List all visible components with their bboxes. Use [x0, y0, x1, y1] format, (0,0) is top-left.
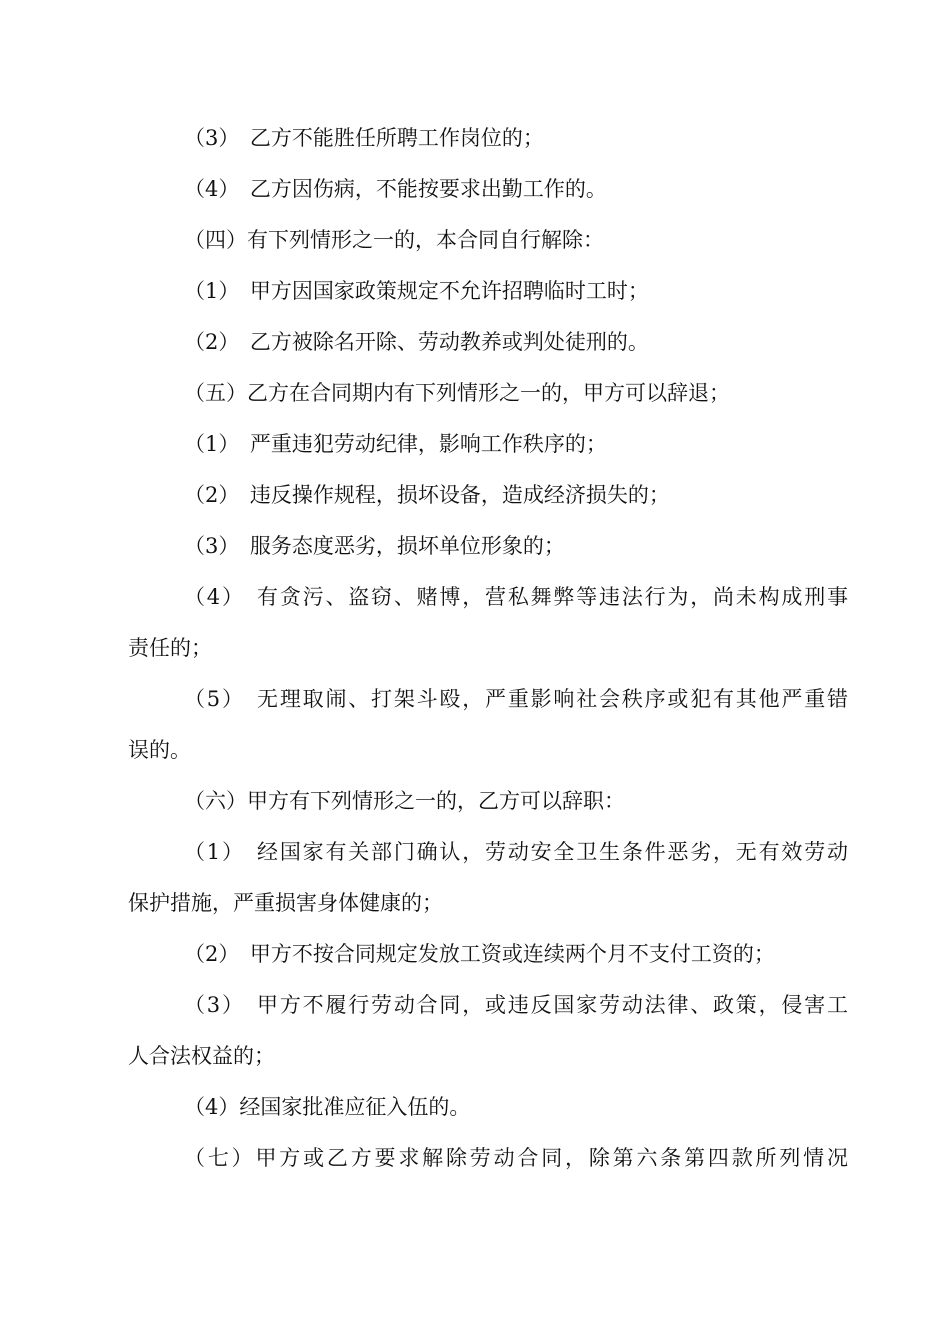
clause-line: （3） 乙方不能胜任所聘工作岗位的； [184, 126, 544, 150]
clause-line: （4）经国家批准应征入伍的。 [184, 1095, 471, 1119]
clause-line: （2） 违反操作规程，损坏设备，造成经济损失的； [184, 483, 670, 507]
clause-line: （4） 乙方因伤病，不能按要求出勤工作的。 [184, 177, 607, 201]
clause-line: （2） 甲方不按合同规定发放工资或连续两个月不支付工资的； [184, 942, 775, 966]
clause-line: （4） 有贪污、盗窃、赌博，营私舞弊等违法行为，尚未构成刑事 [184, 585, 848, 609]
clause-line: （1） 经国家有关部门确认，劳动安全卫生条件恶劣，无有效劳动 [184, 840, 848, 864]
clause-line: （1） 严重违犯劳动纪律，影响工作秩序的； [184, 432, 607, 456]
section-heading: （六）甲方有下列情形之一的，乙方可以辞职： [184, 789, 625, 813]
clause-line-continuation: 责任的； [128, 636, 212, 660]
section-heading: （五）乙方在合同期内有下列情形之一的，甲方可以辞退； [184, 381, 730, 405]
clause-line: （2） 乙方被除名开除、劳动教养或判处徒刑的。 [184, 330, 649, 354]
clause-line: （3） 甲方不履行劳动合同，或违反国家劳动法律、政策，侵害工 [184, 993, 848, 1017]
clause-line-continuation: 保护措施，严重损害身体健康的； [128, 891, 443, 915]
clause-line: （1） 甲方因国家政策规定不允许招聘临时工时； [184, 279, 649, 303]
clause-line-continuation: 误的。 [128, 738, 191, 762]
section-heading: （七）甲方或乙方要求解除劳动合同，除第六条第四款所列情况 [184, 1146, 848, 1170]
clause-line: （5） 无理取闹、打架斗殴，严重影响社会秩序或犯有其他严重错 [184, 687, 848, 711]
clause-line-continuation: 人合法权益的； [128, 1044, 275, 1068]
section-heading: （四）有下列情形之一的，本合同自行解除： [184, 228, 604, 252]
clause-line: （3） 服务态度恶劣，损坏单位形象的； [184, 534, 565, 558]
